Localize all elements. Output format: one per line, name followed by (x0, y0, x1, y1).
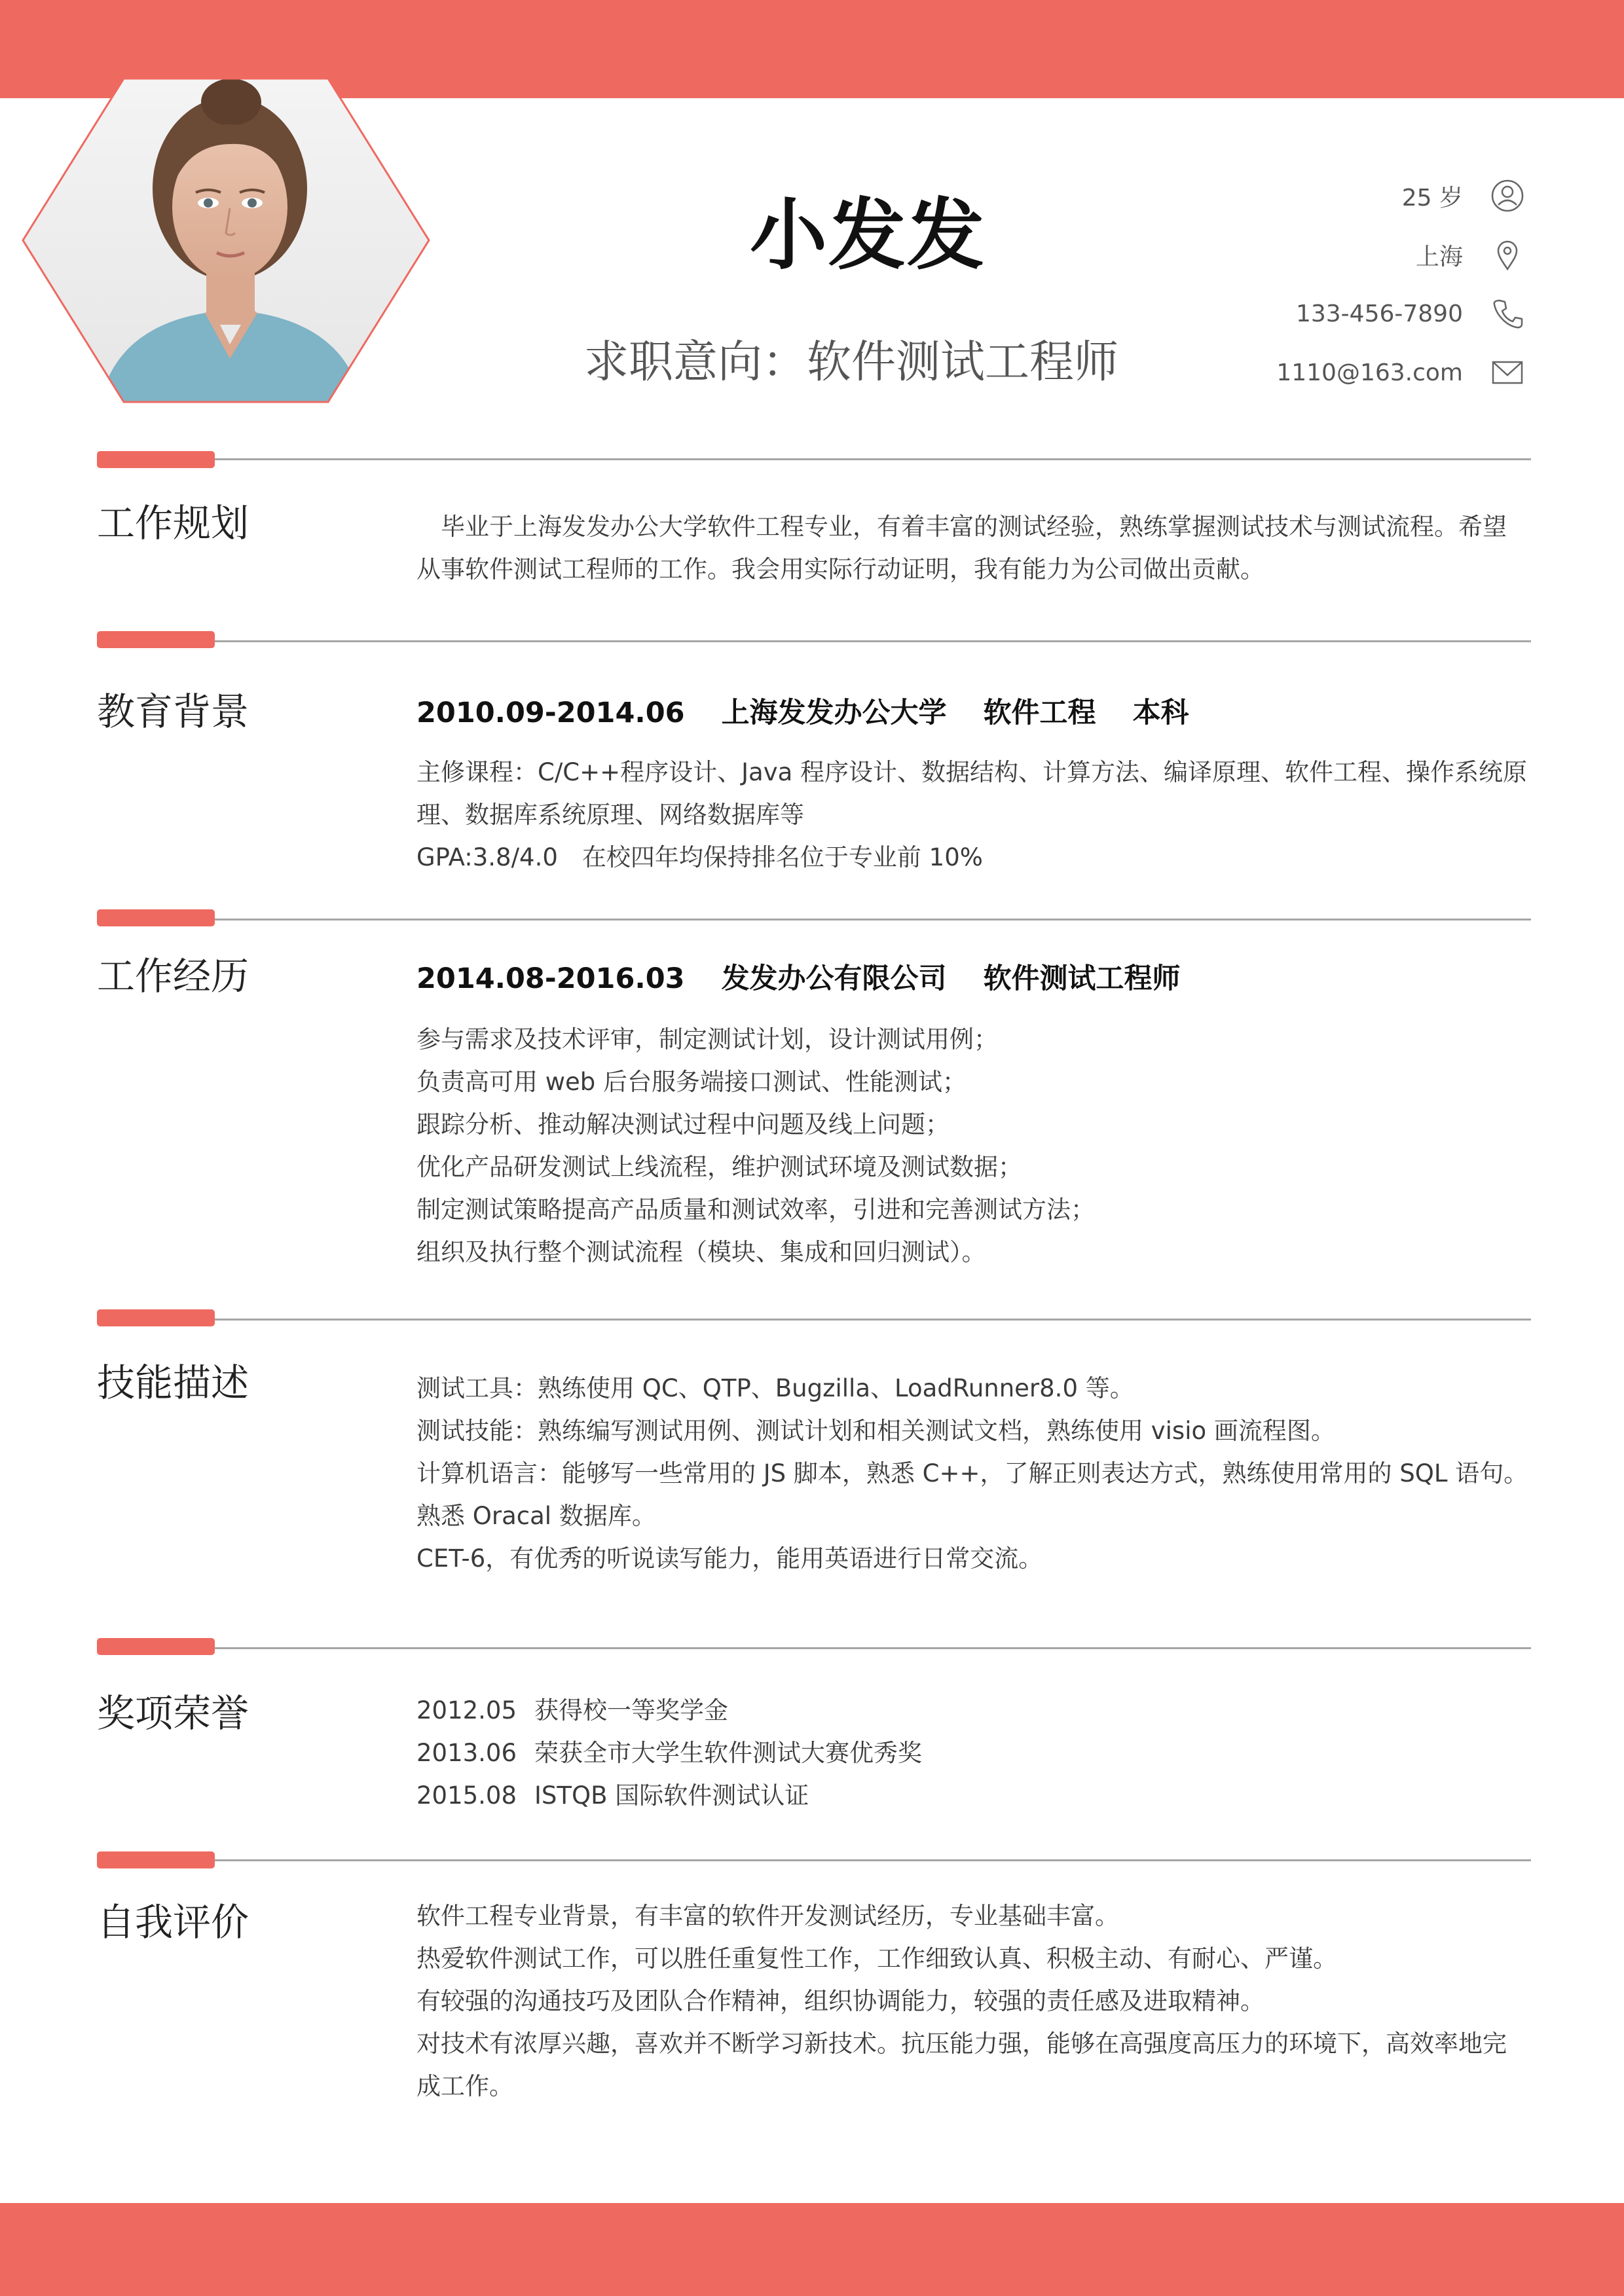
award-date: 2015.08 (416, 1781, 517, 1810)
award-text: 荣获全市大学生软件测试大赛优秀奖 (534, 1739, 922, 1767)
section-marker (97, 1309, 215, 1326)
section-divider (97, 458, 1531, 460)
person-icon (1489, 177, 1526, 214)
section-divider (97, 640, 1531, 642)
award-item (416, 1732, 1530, 1774)
award-item (416, 1689, 1530, 1732)
list-item: 有较强的沟通技巧及团队合作精神，组织协调能力，较强的责任感及进取精神。 (416, 1987, 1264, 2015)
award-date: 2012.05 (416, 1696, 517, 1724)
list-item: 参与需求及技术评审，制定测试计划，设计测试用例； (416, 1025, 998, 1053)
work-period: 2014.08-2016.03 (416, 962, 685, 995)
list-item: 对技术有浓厚兴趣，喜欢并不断学习新技术。抗压能力强，能够在高强度高压力的环境下，高效率地完成工作。 (416, 2030, 1507, 2100)
section-marker (97, 1851, 215, 1868)
location-pin-icon (1489, 236, 1526, 273)
city-text: 上海 (1415, 243, 1463, 270)
section-title-awards: 奖项荣誉 (97, 1691, 249, 1736)
phone-text: 133-456-7890 (1295, 300, 1463, 327)
education-school: 上海发发办公大学 (721, 697, 947, 729)
list-item: 制定测试策略提高产品质量和测试效率，引进和完善测试方法； (416, 1195, 1095, 1224)
section-body-awards (416, 1689, 1530, 1817)
list-item: 计算机语言：能够写一些常用的 JS 脚本，熟悉 C++，了解正则表达方式，熟练使用常用的 SQL 语句。 (416, 1459, 1528, 1487)
education-courses: 主修课程：C/C++程序设计、Java 程序设计、数据结构、计算方法、编译原理、软件工程、操作系统原理、数据库系统原理、网络数据库等 (416, 758, 1528, 829)
list-item: 负责高可用 web 后台服务端接口测试、性能测试； (416, 1068, 967, 1096)
list-item: 测试技能：熟练编写测试用例、测试计划和相关测试文档，熟练使用 visio 画流程图。 (416, 1417, 1335, 1445)
list-item: 软件工程专业背景，有丰富的软件开发测试经历，专业基础丰富。 (416, 1902, 1119, 1930)
candidate-name: 小发发 (749, 190, 986, 280)
education-gpa: GPA:3.8/4.0 在校四年均保持排名位于专业前 10% (416, 843, 983, 871)
section-title-skills: 技能描述 (97, 1360, 249, 1405)
list-item: 优化产品研发测试上线流程，维护测试环境及测试数据； (416, 1153, 1022, 1181)
list-item: 热爱软件测试工作，可以胜任重复性工作，工作细致认真、积极主动、有耐心、严谨。 (416, 1944, 1337, 1973)
section-body-plan (416, 505, 1530, 591)
list-item: CET-6，有优秀的听说读写能力，能用英语进行日常交流。 (416, 1544, 1043, 1573)
section-divider (97, 1647, 1531, 1649)
section-title-work: 工作经历 (97, 954, 249, 998)
section-body-work (416, 962, 1530, 1273)
section-divider (97, 1319, 1531, 1321)
list-item: 测试工具：熟练使用 QC、QTP、Bugzilla、LoadRunner8.0 等。 (416, 1374, 1134, 1402)
contact-phone (1296, 291, 1526, 337)
section-title-self: 自我评价 (97, 1900, 249, 1944)
section-body-education (416, 699, 1530, 879)
phone-icon (1489, 295, 1526, 332)
section-divider (97, 1859, 1531, 1861)
list-item: 组织及执行整个测试流程（模块、集成和回归测试）。 (416, 1238, 986, 1266)
award-date: 2013.06 (416, 1739, 517, 1767)
list-item: 熟悉 Oracal 数据库。 (416, 1502, 656, 1530)
section-divider (97, 919, 1531, 920)
award-item (416, 1774, 1530, 1817)
work-company: 发发办公有限公司 (721, 962, 947, 995)
list-item: 跟踪分析、推动解决测试过程中问题及线上问题； (416, 1110, 950, 1139)
section-marker (97, 1638, 215, 1655)
section-body-skills (416, 1367, 1530, 1580)
education-period: 2010.09-2014.06 (416, 697, 685, 729)
email-text: 1110@163.com (1276, 359, 1463, 386)
award-text: ISTQB 国际软件测试认证 (534, 1781, 809, 1810)
section-marker (97, 631, 215, 648)
envelope-icon (1489, 354, 1526, 391)
section-body-self (416, 1895, 1530, 2107)
education-degree: 本科 (1132, 697, 1189, 729)
bottom-banner (0, 2203, 1624, 2296)
contact-city (1416, 232, 1526, 278)
education-major: 软件工程 (983, 697, 1096, 729)
section-title-education: 教育背景 (97, 689, 249, 734)
age-text: 25 岁 (1401, 184, 1463, 211)
contact-age (1402, 173, 1526, 219)
work-position: 软件测试工程师 (983, 962, 1181, 995)
section-title-plan: 工作规划 (97, 501, 249, 545)
job-intent: 求职意向：软件测试工程师 (583, 337, 1118, 388)
work-heading (416, 962, 1530, 995)
education-heading (416, 699, 1530, 727)
contact-email (1276, 350, 1526, 395)
section-marker (97, 451, 215, 468)
award-text: 获得校一等奖学金 (534, 1696, 728, 1724)
plan-text: 毕业于上海发发办公大学软件工程专业，有着丰富的测试经验，熟练掌握测试技术与测试流程。希望从事软件测试工程师的工作。我会用实际行动证明，我有能力为公司做出贡献。 (416, 513, 1507, 583)
section-marker (97, 909, 215, 926)
